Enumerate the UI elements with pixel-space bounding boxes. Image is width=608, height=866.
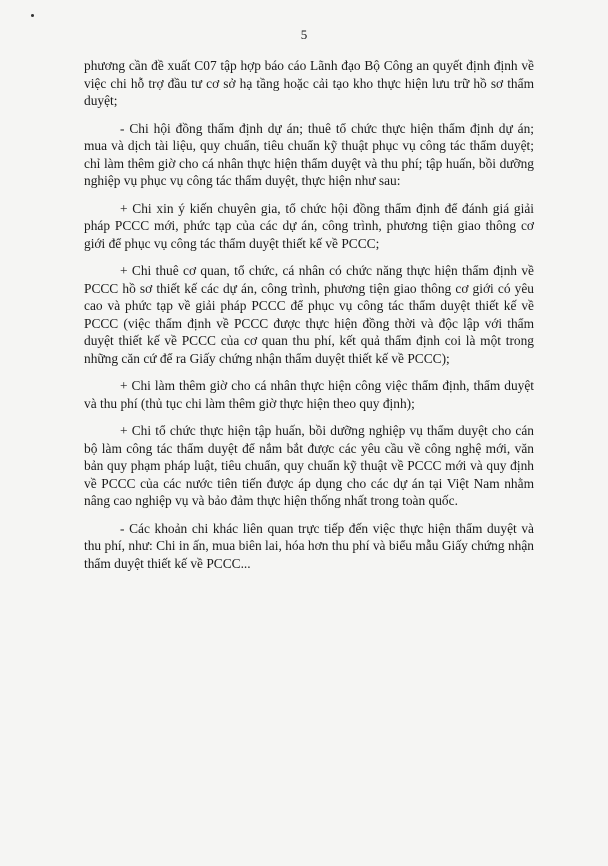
scan-speck bbox=[31, 14, 34, 17]
paragraph-overtime: + Chi làm thêm giờ cho cá nhân thực hiện công việc thẩm định, thẩm duyệt và thu phí (thủ tục chi làm thêm giờ thực hiện theo quy định); bbox=[84, 378, 534, 411]
paragraph-training: + Chi tổ chức thực hiện tập huấn, bồi dưỡng nghiệp vụ thẩm duyệt cho cán bộ làm công tác thẩm duyệt để nắm bắt được các yêu cầu về công nghệ mới, văn bản quy phạm pháp luật, tiêu chuẩn, quy chuẩn kỹ thuật về PCCC mới và quy định về PCCC của các nước tiên tiến được áp dụng cho các dự án tại Việt Nam nhằm nâng cao nghiệp vụ và bảo đảm thực hiện thống nhất trong toàn quốc. bbox=[84, 423, 534, 508]
paragraph-expert-opinion: + Chi xin ý kiến chuyên gia, tổ chức hội đồng thẩm định để đánh giá giải pháp PCCC mới, phức tạp của các dự án, công trình, phương tiện giao thông cơ giới để phục vụ công tác thẩm duyệt thiết kế về PCCC; bbox=[84, 200, 534, 251]
paragraph-continuation: phương cần đề xuất C07 tập hợp báo cáo Lãnh đạo Bộ Công an quyết định định về việc chi hỗ trợ đầu tư cơ sở hạ tầng hoặc cải tạo kho thực hiện lưu trữ hồ sơ thẩm duyệt; bbox=[84, 58, 534, 108]
page-number: 5 bbox=[300, 27, 308, 42]
paragraph-hire-agencies: + Chi thuê cơ quan, tổ chức, cá nhân có chức năng thực hiện thẩm định về PCCC hồ sơ thiết kế các dự án, công trình, phương tiện giao thông cơ giới có yêu cao và phức tạp về giải pháp PCCC để phục vụ công tác thẩm duyệt thiết kế về PCCC (việc thẩm định về PCCC được thực hiện đồng thời và độc lập với thẩm duyệt thiết kế về PCCC của cơ quan thu phí, kết quả thẩm định coi là một trong những căn cứ để ra Giấy chứng nhận thẩm duyệt thiết kế về PCCC); bbox=[84, 263, 534, 366]
document-body bbox=[84, 57, 534, 582]
paragraph-other-expenses: - Các khoản chi khác liên quan trực tiếp đến việc thực hiện thẩm duyệt và thu phí, như: Chi in ấn, mua biên lai, hóa hơn thu phí và biểu mẫu Giấy chứng nhận thẩm duyệt thiết kế về PCCC... bbox=[84, 520, 534, 571]
paragraph-expenses-list: - Chi hội đồng thẩm định dự án; thuê tổ chức thực hiện thẩm định dự án; mua và dịch tài liệu, quy chuẩn, tiêu chuẩn kỹ thuật phục vụ công tác thẩm duyệt; chỉ làm thêm giờ cho cá nhân thực hiện thẩm duyệt và thu phí; tập huấn, bồi dưỡng nghiệp vụ phục vụ công tác thẩm duyệt, thực hiện như sau: bbox=[84, 120, 534, 188]
